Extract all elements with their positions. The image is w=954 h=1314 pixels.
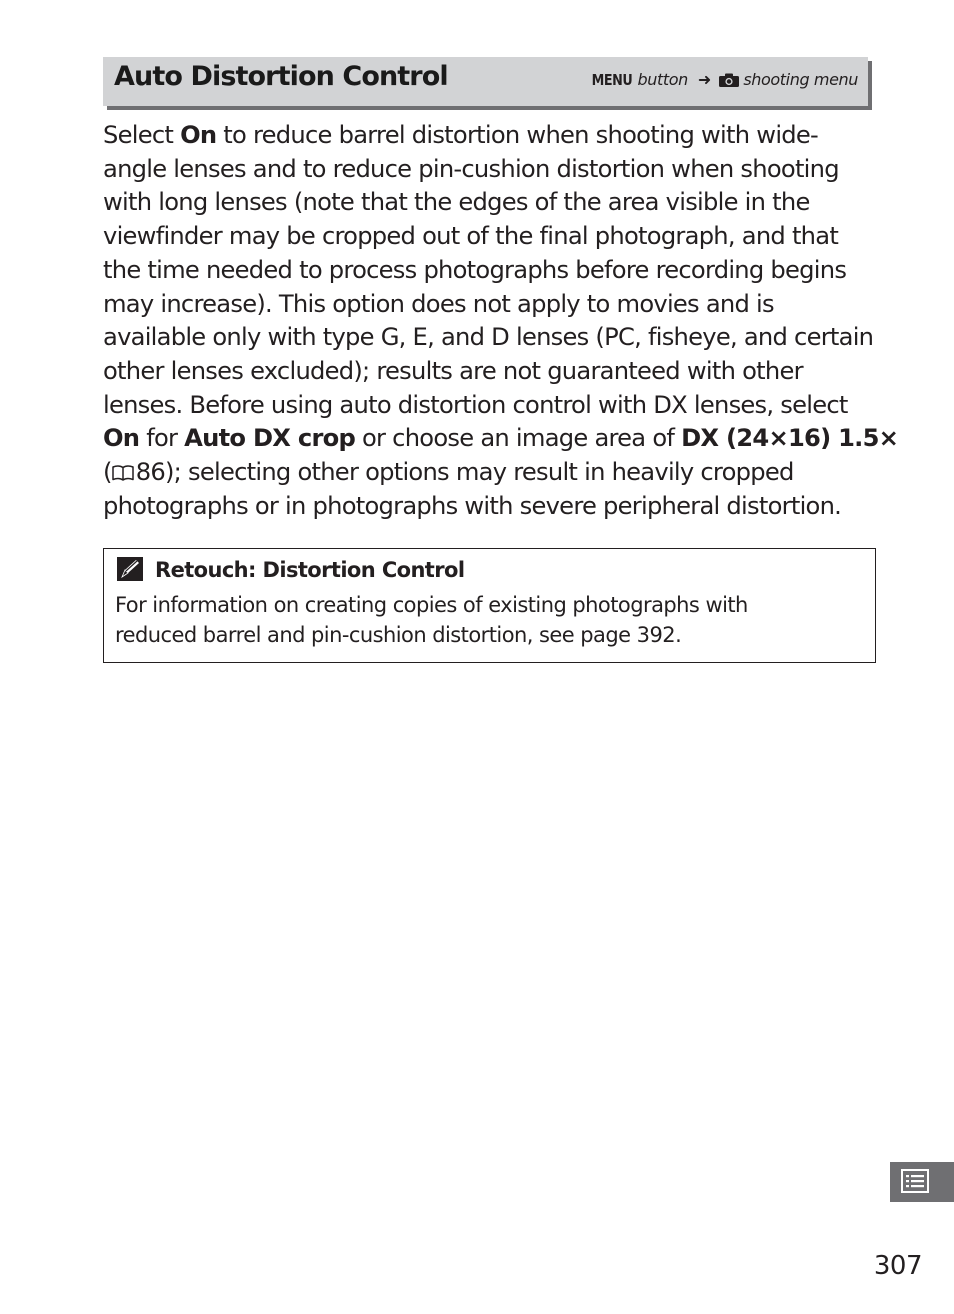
page-reference-link[interactable]: 86 <box>135 458 165 487</box>
option-on: On <box>103 424 140 453</box>
body-line: may increase). This option does not apply to movies and is <box>103 289 774 318</box>
page-number: 307 <box>873 1251 922 1281</box>
note-line: For information on creating copies of existing photographs with <box>115 593 748 617</box>
body-line: lenses. Before using auto distortion control with DX lenses, select <box>103 390 848 419</box>
text-run: to reduce barrel distortion when shooting with wide- <box>216 121 818 149</box>
note-line: reduced barrel and pin-cushion distortion, see page 392. <box>115 623 682 647</box>
body-line: the time needed to process photographs before recording begins <box>103 255 847 284</box>
note-body <box>115 590 865 650</box>
option-dx-image-area: DX (24×16) 1.5× <box>681 424 899 453</box>
body-line: other lenses excluded); results are not guaranteed with other <box>103 356 803 385</box>
text-run: ( <box>103 458 112 487</box>
body-paragraph <box>103 119 899 523</box>
camera-icon <box>719 73 739 87</box>
body-line <box>103 456 893 490</box>
section-header <box>103 57 868 106</box>
option-on: On <box>180 121 217 149</box>
note-title: Retouch: Distortion Control <box>155 558 465 582</box>
text-run: or choose an image area of <box>355 424 682 453</box>
shooting-menu-label: shooting menu <box>743 70 858 89</box>
menu-button-label: MENU <box>591 70 632 89</box>
note-box <box>103 548 876 663</box>
body-line: viewfinder may be cropped out of the final photograph, and that <box>103 222 839 251</box>
text-run: ); selecting other options may result in heavily cropped <box>164 458 794 487</box>
page-title: Auto Distortion Control <box>114 61 448 92</box>
body-line: photographs or in photographs with severe peripheral distortion. <box>103 491 842 520</box>
text-run: for <box>139 424 185 453</box>
button-word: button <box>637 70 688 89</box>
body-line <box>103 422 899 456</box>
book-icon <box>112 465 134 481</box>
body-line: available only with type G, E, and D lenses (PC, fisheye, and certain <box>103 323 874 352</box>
body-line: with long lenses (note that the edges of the area visible in the <box>103 188 810 217</box>
text-run: Select <box>103 121 181 149</box>
menu-list-icon <box>901 1169 929 1193</box>
section-tab[interactable] <box>890 1162 954 1202</box>
body-line: angle lenses and to reduce pin-cushion distortion when shooting <box>103 154 839 183</box>
menu-path <box>588 70 858 89</box>
body-line <box>103 119 893 153</box>
option-auto-dx-crop: Auto DX crop <box>184 424 356 453</box>
arrow-icon: ➜ <box>697 70 712 89</box>
pencil-icon <box>117 557 143 581</box>
